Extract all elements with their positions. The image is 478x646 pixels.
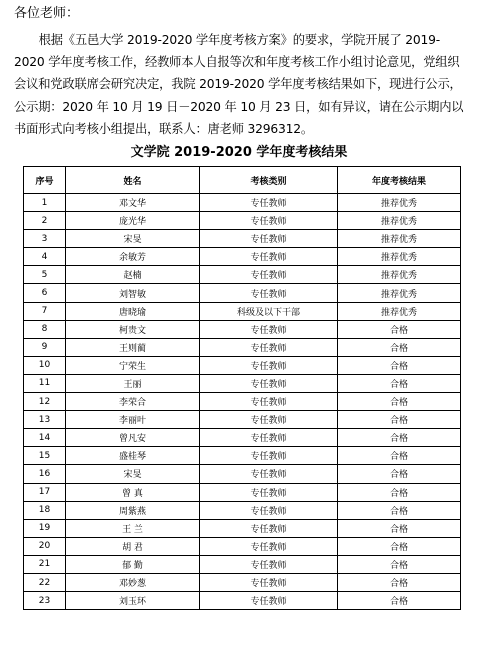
- table-row: [24, 266, 461, 284]
- cell-index: 15: [24, 447, 66, 465]
- cell-index: 16: [24, 465, 66, 483]
- cell-index: 2: [24, 212, 66, 230]
- cell-name: 刘智敏: [66, 284, 200, 302]
- cell-result: 合格: [338, 592, 461, 610]
- cell-index: 6: [24, 284, 66, 302]
- cell-name: 柯贵文: [66, 320, 200, 338]
- cell-name: 赵楠: [66, 266, 200, 284]
- cell-result: 推荐优秀: [338, 230, 461, 248]
- table-row: [24, 320, 461, 338]
- table-row: [24, 302, 461, 320]
- table-header-row: [24, 167, 461, 194]
- cell-name: 唐晓瑜: [66, 302, 200, 320]
- table-row: [24, 230, 461, 248]
- table-row: [24, 483, 461, 501]
- cell-index: 19: [24, 519, 66, 537]
- table-row: [24, 194, 461, 212]
- table-row: [24, 374, 461, 392]
- cell-index: 3: [24, 230, 66, 248]
- greeting: 各位老师：: [14, 6, 80, 21]
- cell-category: 专任教师: [200, 338, 338, 356]
- cell-name: 曾凡安: [66, 429, 200, 447]
- cell-result: 合格: [338, 555, 461, 573]
- cell-name: 王 兰: [66, 519, 200, 537]
- cell-result: 合格: [338, 573, 461, 591]
- cell-category: 专任教师: [200, 411, 338, 429]
- cell-index: 22: [24, 573, 66, 591]
- notice-paragraph: 根据《五邑大学 2019-2020 学年度考核方案》的要求，学院开展了 2019-2020 学年度考核工作，经教师本人自报等次和年度考核工作小组讨论意见，党组织会议和党政联席会研究决定，我院 2019-2020 学年度考核结果如下，现进行公示，公示期：2020 年 10 月 19 日－2020 年 10 月 23 日，如有异议，请在公示期内以书面形式向考核小组提出，联系人：唐老师 3296312。: [14, 33, 464, 136]
- table-row: [24, 338, 461, 356]
- table-row: [24, 212, 461, 230]
- table-row: [24, 393, 461, 411]
- cell-name: 李荣合: [66, 393, 200, 411]
- cell-category: 专任教师: [200, 284, 338, 302]
- cell-result: 合格: [338, 338, 461, 356]
- table-row: [24, 429, 461, 447]
- cell-index: 5: [24, 266, 66, 284]
- cell-category: 专任教师: [200, 194, 338, 212]
- cell-result: 合格: [338, 501, 461, 519]
- cell-name: 盛桂琴: [66, 447, 200, 465]
- cell-category: 专任教师: [200, 465, 338, 483]
- table-row: [24, 356, 461, 374]
- cell-name: 宁荣生: [66, 356, 200, 374]
- cell-result: 推荐优秀: [338, 248, 461, 266]
- cell-result: 合格: [338, 447, 461, 465]
- cell-result: 合格: [338, 374, 461, 392]
- cell-name: 宋旻: [66, 465, 200, 483]
- cell-result: 推荐优秀: [338, 302, 461, 320]
- cell-category: 专任教师: [200, 374, 338, 392]
- cell-result: 推荐优秀: [338, 284, 461, 302]
- cell-category: 专任教师: [200, 483, 338, 501]
- cell-category: 专任教师: [200, 248, 338, 266]
- cell-index: 1: [24, 194, 66, 212]
- cell-index: 12: [24, 393, 66, 411]
- cell-result: 推荐优秀: [338, 266, 461, 284]
- cell-name: 邓妙葱: [66, 573, 200, 591]
- table-row: [24, 592, 461, 610]
- cell-index: 20: [24, 537, 66, 555]
- cell-result: 合格: [338, 465, 461, 483]
- cell-name: 刘玉环: [66, 592, 200, 610]
- table-row: [24, 519, 461, 537]
- cell-result: 合格: [338, 429, 461, 447]
- cell-category: 科级及以下干部: [200, 302, 338, 320]
- table-row: [24, 248, 461, 266]
- cell-result: 合格: [338, 537, 461, 555]
- cell-category: 专任教师: [200, 356, 338, 374]
- cell-index: 21: [24, 555, 66, 573]
- cell-name: 王丽: [66, 374, 200, 392]
- table-row: [24, 465, 461, 483]
- cell-category: 专任教师: [200, 266, 338, 284]
- table-row: [24, 501, 461, 519]
- cell-category: 专任教师: [200, 555, 338, 573]
- cell-category: 专任教师: [200, 212, 338, 230]
- cell-name: 邓文华: [66, 194, 200, 212]
- cell-name: 周紫燕: [66, 501, 200, 519]
- table-row: [24, 555, 461, 573]
- cell-name: 宋旻: [66, 230, 200, 248]
- cell-result: 合格: [338, 356, 461, 374]
- table-row: [24, 537, 461, 555]
- cell-category: 专任教师: [200, 393, 338, 411]
- cell-result: 合格: [338, 320, 461, 338]
- cell-category: 专任教师: [200, 573, 338, 591]
- cell-result: 推荐优秀: [338, 212, 461, 230]
- cell-name: 曾 真: [66, 483, 200, 501]
- cell-index: 8: [24, 320, 66, 338]
- table-title: 文学院 2019-2020 学年度考核结果: [130, 145, 348, 160]
- cell-result: 推荐优秀: [338, 194, 461, 212]
- table-body: [24, 194, 461, 610]
- cell-result: 合格: [338, 519, 461, 537]
- cell-name: 胡 君: [66, 537, 200, 555]
- cell-result: 合格: [338, 483, 461, 501]
- header-result: 年度考核结果: [338, 167, 461, 194]
- cell-result: 合格: [338, 411, 461, 429]
- cell-index: 17: [24, 483, 66, 501]
- cell-category: 专任教师: [200, 519, 338, 537]
- cell-category: 专任教师: [200, 501, 338, 519]
- header-name: 姓名: [66, 167, 200, 194]
- cell-category: 专任教师: [200, 537, 338, 555]
- table-row: [24, 411, 461, 429]
- result-table: [23, 166, 461, 610]
- header-category: 考核类别: [200, 167, 338, 194]
- cell-index: 11: [24, 374, 66, 392]
- cell-index: 4: [24, 248, 66, 266]
- cell-category: 专任教师: [200, 447, 338, 465]
- cell-index: 9: [24, 338, 66, 356]
- cell-name: 余敏芳: [66, 248, 200, 266]
- cell-category: 专任教师: [200, 429, 338, 447]
- cell-index: 7: [24, 302, 66, 320]
- cell-index: 23: [24, 592, 66, 610]
- cell-name: 李丽叶: [66, 411, 200, 429]
- cell-category: 专任教师: [200, 230, 338, 248]
- cell-category: 专任教师: [200, 320, 338, 338]
- cell-name: 王则蔺: [66, 338, 200, 356]
- header-index: 序号: [24, 167, 66, 194]
- cell-name: 郁 勤: [66, 555, 200, 573]
- table-row: [24, 284, 461, 302]
- table-row: [24, 573, 461, 591]
- cell-index: 18: [24, 501, 66, 519]
- cell-category: 专任教师: [200, 592, 338, 610]
- cell-index: 13: [24, 411, 66, 429]
- table-row: [24, 447, 461, 465]
- cell-name: 庞光华: [66, 212, 200, 230]
- cell-index: 14: [24, 429, 66, 447]
- cell-result: 合格: [338, 393, 461, 411]
- cell-index: 10: [24, 356, 66, 374]
